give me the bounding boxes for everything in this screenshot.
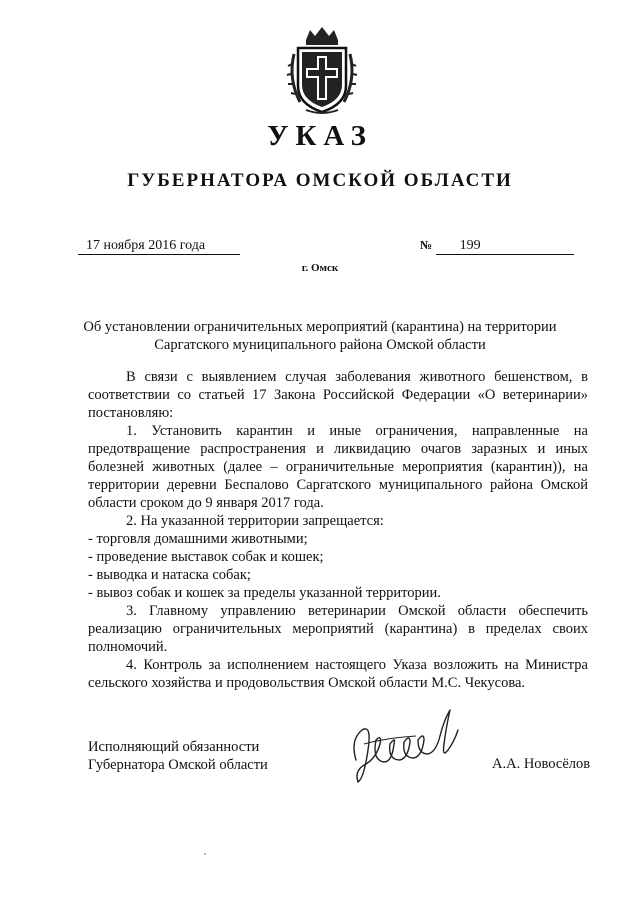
document-subtitle: ГУБЕРНАТОРА ОМСКОЙ ОБЛАСТИ xyxy=(127,170,513,191)
signatory-position xyxy=(88,738,268,774)
decree-subject xyxy=(60,318,580,354)
paragraph-4: 4. Контроль за исполнением настоящего Указа возложить на Министра сельского хозяйства и продовольствия Омской области М.С. Чекусова. xyxy=(88,657,588,691)
decree-number-block xyxy=(420,237,575,255)
paragraph-3: 3. Главному управлению ветеринарии Омской области обеспечить реализацию ограничительных мероприятий (карантина) в пределах своих полномочий. xyxy=(88,603,588,655)
list-item: - торговля домашними животными; xyxy=(88,531,308,547)
paragraph-1: 1. Установить карантин и иные ограничения, направленные на предотвращение распространения и ликвидацию очагов заразных и иных болезней животных (далее – ограничительные мероприятия (карантин)), на территории деревни Беспалово Саргатского муниципального района Омской области сроком до 9 января 2017 года. xyxy=(88,423,588,511)
paragraph-2: 2. На указанной территории запрещается: xyxy=(126,513,384,529)
signatory-name: А.А. Новосёлов xyxy=(492,756,591,772)
list-item: - вывоз собак и кошек за пределы указанной территории. xyxy=(88,585,441,601)
coat-of-arms-icon xyxy=(284,24,360,116)
position-line-2: Губернатора Омской области xyxy=(88,757,268,773)
document-title: УКАЗ xyxy=(267,120,373,152)
subject-line-2: Саргатского муниципального района Омской области xyxy=(154,337,486,353)
position-line-1: Исполняющий обязанности xyxy=(88,739,260,755)
city: г. Омск xyxy=(301,262,339,274)
decree-number: 199 xyxy=(436,237,574,255)
decree-body xyxy=(88,368,588,692)
list-item: - выводка и натаска собак; xyxy=(88,567,251,583)
decree-date: 17 ноября 2016 года xyxy=(78,237,240,255)
intro-paragraph: В связи с выявлением случая заболевания животного бешенством, в соответствии со статьей 17 Закона Российской Федерации «О ветеринарии» постановляю: xyxy=(88,369,588,421)
list-item: - проведение выставок собак и кошек; xyxy=(88,549,324,565)
scan-speck xyxy=(204,853,206,855)
number-label: № xyxy=(420,238,433,252)
handwritten-signature-icon xyxy=(346,700,472,792)
subject-line-1: Об установлении ограничительных мероприятий (карантина) на территории xyxy=(83,319,557,335)
